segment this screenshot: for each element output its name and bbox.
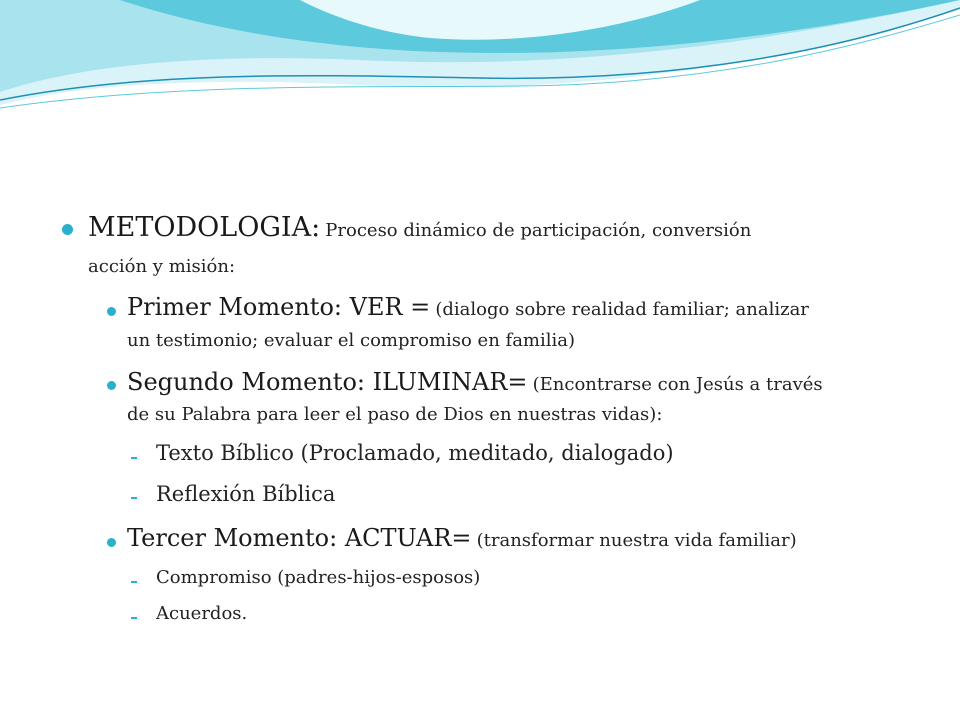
moment1-title: Primer Momento: VER = <box>127 293 431 321</box>
moment3-title: Tercer Momento: ACTUAR= <box>127 524 472 552</box>
moment2-item: Texto Bíblico (Proclamado, meditado, dialogado) <box>156 441 674 465</box>
dash-bullet <box>131 617 137 619</box>
bullet-level2 <box>107 381 116 390</box>
bullet-level2 <box>107 538 116 547</box>
moment2-item: Reflexión Bíblica <box>156 482 336 506</box>
moment1-line1 <box>127 293 809 321</box>
moment3-item: Acuerdos. <box>156 603 248 624</box>
bullet-level1 <box>62 224 73 235</box>
dash-bullet <box>131 457 137 459</box>
methodology-heading: METODOLOGIA: <box>88 212 321 243</box>
moment3-item: Compromiso (padres-hijos-esposos) <box>156 567 481 588</box>
moment2-title: Segundo Momento: ILUMINAR= <box>127 368 528 396</box>
moment1-description-cont: un testimonio; evaluar el compromiso en familia) <box>127 330 576 351</box>
methodology-line1 <box>88 212 751 243</box>
moment2-description-cont: de su Palabra para leer el paso de Dios en nuestras vidas): <box>127 404 663 425</box>
methodology-description-cont: acción y misión: <box>88 256 236 277</box>
dash-bullet <box>131 497 137 499</box>
moment1-description: (dialogo sobre realidad familiar; analizar <box>435 299 809 320</box>
dash-bullet <box>131 581 137 583</box>
moment2-line1 <box>127 368 823 396</box>
methodology-description: Proceso dinámico de participación, conversión <box>325 220 752 241</box>
moment2-description: (Encontrarse con Jesús a través <box>532 374 823 395</box>
bullet-level2 <box>107 307 116 316</box>
moment3-description: (transformar nuestra vida familiar) <box>476 530 797 551</box>
moment3-line1 <box>127 524 797 552</box>
